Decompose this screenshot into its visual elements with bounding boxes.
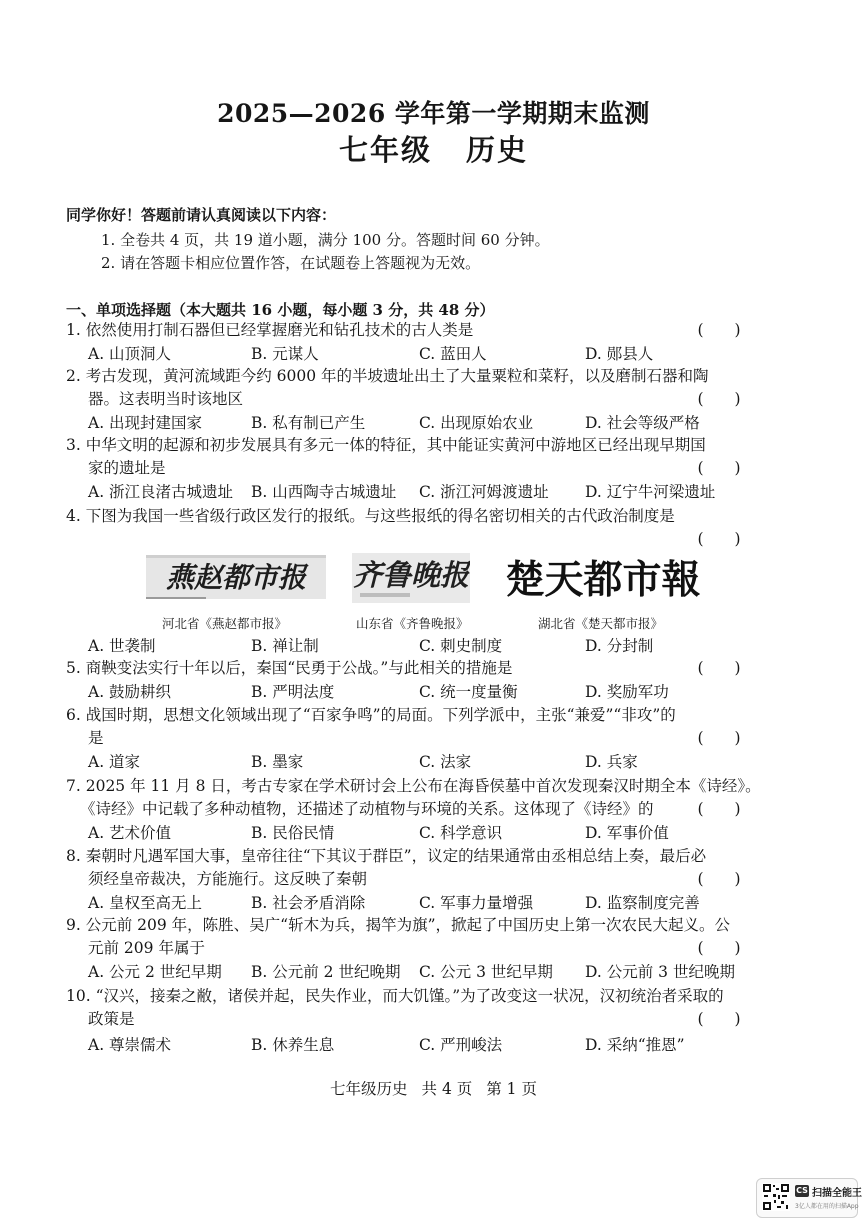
section-heading: 一、单项选择题（本大题共 16 小题，每小题 3 分，共 48 分） (66, 301, 495, 319)
option-b: B. 公元前 2 世纪晚期 (251, 963, 401, 981)
question-text: 9. 公元前 209 年，陈胜、吴广“斩木为兵，揭竿为旗”，掀起了中国历史上第一次农民大起义。公 (66, 916, 731, 934)
notice-item: 2. 请在答题卡相应位置作答，在试题卷上答题视为无效。 (101, 254, 481, 272)
option-a: A. 世袭制 (88, 637, 156, 655)
option-d: D. 兵家 (585, 753, 638, 771)
question-text: 是 (88, 729, 104, 747)
newspaper-masthead-image (352, 553, 470, 603)
option-a: A. 尊崇儒术 (88, 1036, 172, 1054)
footer-total-pages: 共 4 页 (421, 1080, 473, 1098)
option-b: B. 严明法度 (251, 683, 335, 701)
question-7 (66, 775, 761, 821)
newspaper-masthead-image (146, 553, 326, 603)
option-b: B. 社会矛盾消除 (251, 894, 366, 912)
question-text: 4. 下图为我国一些省级行政区发行的报纸。与这些报纸的得名密切相关的古代政治制度是 (66, 507, 675, 525)
answer-bracket: ( ) (697, 939, 741, 957)
scanner-badge (756, 1178, 862, 1218)
answer-bracket: ( ) (697, 870, 741, 888)
answer-bracket: ( ) (697, 729, 741, 747)
question-8 (66, 845, 756, 891)
option-c: C. 浙江河姆渡遗址 (419, 483, 549, 501)
newspaper-caption: 河北省《燕赵都市报》 (162, 616, 288, 631)
option-d: D. 军事价值 (585, 824, 669, 842)
question-2 (66, 365, 756, 411)
newspaper-masthead-image (498, 553, 708, 603)
option-a: A. 皇权至高无上 (88, 894, 203, 912)
option-c: C. 科学意识 (419, 824, 503, 842)
notice-item: 1. 全卷共 4 页，共 19 道小题，满分 100 分。答题时间 60 分钟。 (101, 231, 550, 249)
newspaper-caption: 湖北省《楚天都市报》 (538, 616, 664, 631)
exam-subtitle (0, 128, 867, 169)
question-10-options (88, 1033, 788, 1056)
qr-code-icon (762, 1183, 790, 1211)
question-9 (66, 914, 756, 960)
question-9-options (88, 960, 788, 983)
option-d: D. 采纳“推恩” (585, 1036, 685, 1054)
option-d: D. 分封制 (585, 637, 654, 655)
question-7-options (88, 821, 788, 844)
option-a: A. 鼓励耕织 (88, 683, 172, 701)
question-3-options (88, 480, 788, 503)
notice-heading: 同学你好！答题前请认真阅读以下内容： (66, 206, 337, 224)
masthead-text: 楚天都市報 (505, 557, 701, 603)
page-footer (0, 1077, 867, 1099)
option-c: C. 统一度量衡 (419, 683, 518, 701)
question-8-options (88, 891, 788, 914)
option-a: A. 道家 (88, 753, 141, 771)
answer-bracket: ( ) (697, 659, 741, 677)
question-3 (66, 434, 756, 480)
newspaper-chutian (498, 553, 708, 603)
option-c: C. 出现原始农业 (419, 414, 534, 432)
question-text: 器。这表明当时该地区 (88, 390, 244, 408)
question-4-options (88, 634, 788, 657)
question-1 (66, 319, 756, 342)
question-6 (66, 704, 756, 750)
option-b: B. 民俗民情 (251, 824, 335, 842)
answer-bracket: ( ) (697, 459, 741, 477)
option-b: B. 墨家 (251, 753, 304, 771)
option-d: D. 郧县人 (585, 345, 654, 363)
question-4 (66, 505, 756, 548)
option-d: D. 监察制度完善 (585, 894, 700, 912)
footer-subject: 七年级历史 (330, 1080, 408, 1098)
newspaper-yanzhao (146, 553, 326, 603)
question-text: 元前 209 年属于 (88, 939, 205, 957)
question-10 (66, 985, 756, 1031)
option-c: C. 严刑峻法 (419, 1036, 503, 1054)
option-b: B. 私有制已产生 (251, 414, 366, 432)
grade-label: 七年级 (338, 133, 432, 167)
option-c: C. 公元 3 世纪早期 (419, 963, 553, 981)
option-c: C. 法家 (419, 753, 472, 771)
exam-title: 2025—2026 学年第一学期期末监测 (217, 99, 650, 128)
option-d: D. 奖励军功 (585, 683, 669, 701)
option-d: D. 社会等级严格 (585, 414, 700, 432)
answer-bracket: ( ) (697, 390, 741, 408)
masthead-text: 齐鲁晚报 (352, 558, 470, 592)
option-a: A. 公元 2 世纪早期 (88, 963, 222, 981)
masthead-text: 燕赵都市报 (165, 561, 307, 594)
question-text: 2. 考古发现，黄河流域距今约 6000 年的半坡遗址出土了大量粟粒和菜籽，以及磨制石器和陶 (66, 367, 709, 385)
option-a: A. 艺术价值 (88, 824, 172, 842)
question-text: 6. 战国时期，思想文化领域出现了“百家争鸣”的局面。下列学派中，主张“兼爱”“非攻”的 (66, 706, 676, 724)
question-text: 《诗经》中记载了多种动植物，还描述了动植物与环境的关系。这体现了《诗经》的 (80, 800, 654, 818)
question-2-options (88, 411, 788, 434)
question-text: 7. 2025 年 11 月 8 日，考古专家在学术研讨会上公布在海昏侯墓中首次发现秦汉时期全本《诗经》。 (66, 777, 761, 795)
question-text: 政策是 (88, 1010, 135, 1028)
scanner-tagline: 3亿人都在用的扫描App (795, 1203, 859, 1210)
option-c: C. 蓝田人 (419, 345, 487, 363)
question-text: 10. “汉兴，接秦之敝，诸侯并起，民失作业，而大饥馑。”为了改变这一状况，汉初统治者采取的 (66, 987, 724, 1005)
question-text: 须经皇帝裁决，方能施行。这反映了秦朝 (88, 870, 368, 888)
question-text: 3. 中华文明的起源和初步发展具有多元一体的特征，其中能证实黄河中游地区已经出现早期国 (66, 436, 706, 454)
newspaper-qilu (352, 553, 470, 603)
question-text: 8. 秦朝时凡遇军国大事，皇帝往往“下其议于群臣”，议定的结果通常由丞相总结上奏，最后必 (66, 847, 707, 865)
option-b: B. 元谋人 (251, 345, 319, 363)
option-a: A. 出现封建国家 (88, 414, 203, 432)
question-1-options (88, 342, 788, 365)
option-d: D. 辽宁牛河梁遗址 (585, 483, 716, 501)
option-a: A. 浙江良渚古城遗址 (88, 483, 234, 501)
option-d: D. 公元前 3 世纪晚期 (585, 963, 735, 981)
option-b: B. 休养生息 (251, 1036, 335, 1054)
answer-bracket: ( ) (697, 530, 741, 548)
newspaper-caption: 山东省《齐鲁晚报》 (356, 616, 469, 631)
scanner-app-name: 扫描全能王 (812, 1188, 862, 1199)
question-text: 1. 依然使用打制石器但已经掌握磨光和钻孔技术的古人类是 (66, 321, 474, 339)
question-6-options (88, 750, 788, 773)
question-text: 家的遗址是 (88, 459, 166, 477)
option-c: C. 军事力量增强 (419, 894, 534, 912)
option-a: A. 山顶洞人 (88, 345, 172, 363)
answer-bracket: ( ) (697, 1010, 741, 1028)
answer-bracket: ( ) (697, 800, 741, 818)
option-b: B. 山西陶寺古城遗址 (251, 483, 397, 501)
footer-page-number: 第 1 页 (486, 1080, 537, 1098)
option-c: C. 刺史制度 (419, 637, 503, 655)
option-b: B. 禅让制 (251, 637, 319, 655)
question-5-options (88, 680, 788, 703)
question-text: 5. 商鞅变法实行十年以后，秦国“民勇于公战。”与此相关的措施是 (66, 659, 513, 677)
scanner-logo: CS (796, 1186, 808, 1195)
answer-bracket: ( ) (697, 321, 741, 339)
subject-label: 历史 (466, 133, 529, 167)
question-5 (66, 657, 756, 680)
